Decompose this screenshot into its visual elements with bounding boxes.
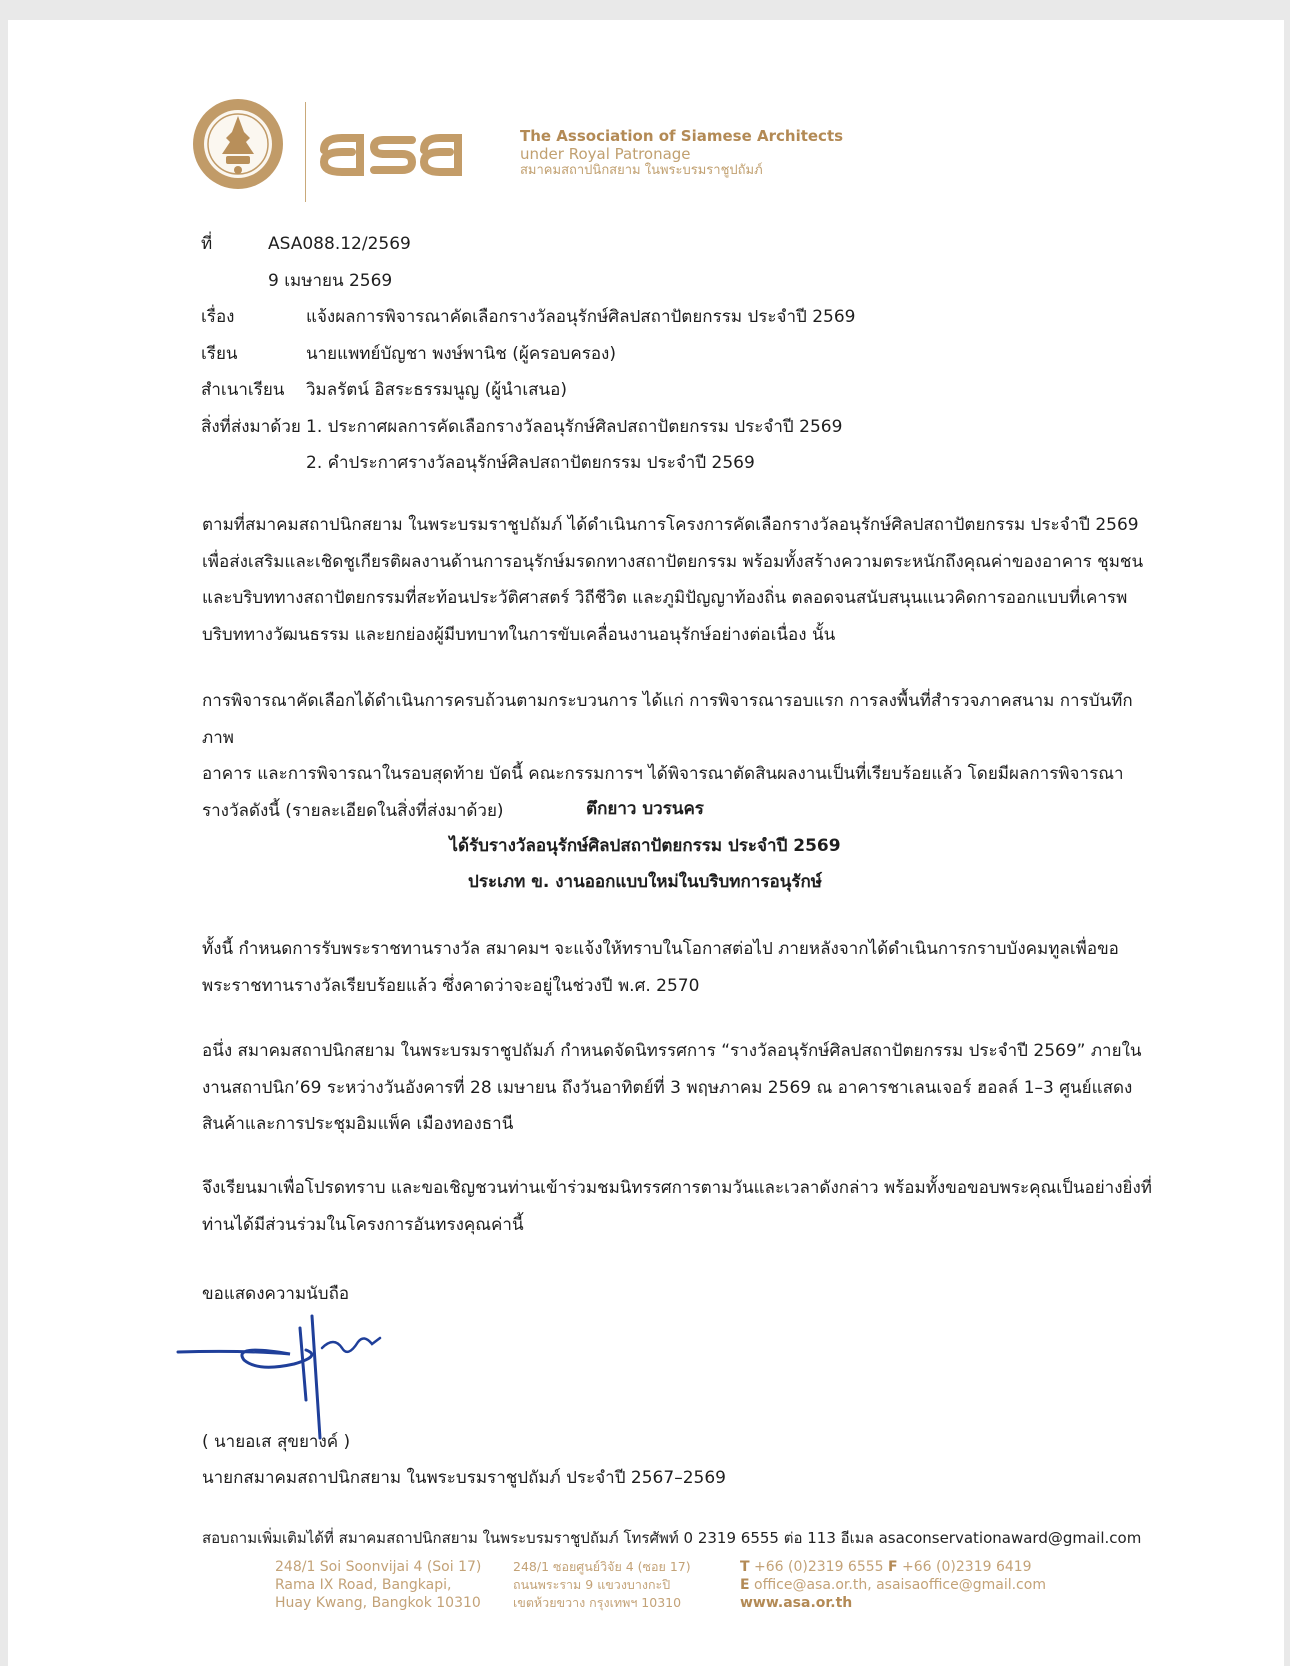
paragraph-line: ตามที่สมาคมสถาปนิกสยาม ในพระบรมราชูปถัมภ์ ได้ดำเนินการโครงการคัดเลือกรางวัลอนุรักษ์ศิลปสถาปัตยกรรม ประจำปี 2569: [202, 515, 1139, 535]
association-name-block: [520, 127, 843, 179]
award-building-name: ตึกยาว บวรนคร: [586, 799, 704, 819]
inquiry-contact-line: สอบถามเพิ่มเติมได้ที่ สมาคมสถาปนิกสยาม ในพระบรมราชูปถัมภ์ โทรศัพท์ 0 2319 6555 ต่อ 113 อีเมล asaconservationaward@gmail.com: [202, 1529, 1142, 1547]
paragraph-line: การพิจารณาคัดเลือกได้ดำเนินการครบถ้วนตามกระบวนการ ได้แก่ การพิจารณารอบแรก การลงพื้นที่สำรวจภาคสนาม การบันทึกภาพ: [202, 691, 1133, 748]
ref-label: ที่: [201, 234, 213, 254]
paragraph-1: [202, 507, 1162, 653]
enclosure-item-1: 1. ประกาศผลการคัดเลือกรางวัลอนุรักษ์ศิลปสถาปัตยกรรม ประจำปี 2569: [306, 416, 843, 437]
enclosure-row: [201, 409, 1101, 446]
address-th: [513, 1558, 691, 1612]
ref-row: [201, 226, 1101, 263]
paragraph-3: [202, 931, 1162, 1004]
paragraph-line: สินค้าและการประชุมอิมแพ็ค เมืองทองธานี: [202, 1114, 514, 1134]
address-en: [275, 1558, 481, 1612]
paragraph-line: และบริบททางสถาปัตยกรรมที่สะท้อนประวัติศาสตร์ วิถีชีวิต และภูมิปัญญาท้องถิ่น ตลอดจนสนับสนุนแนวคิดการออกแบบที่เคารพ: [202, 588, 1128, 608]
email-line: [740, 1576, 1046, 1594]
award-announcement: [0, 791, 1290, 901]
phone-fax-line: [740, 1558, 1046, 1576]
paragraph-line: บริบททางวัฒนธรรม และยกย่องผู้มีบทบาทในการขับเคลื่อนงานอนุรักษ์อย่างต่อเนื่อง นั้น: [202, 624, 836, 645]
signer-block: [202, 1424, 726, 1496]
cc-value: วิมลรัตน์ อิสระธรรมนูญ (ผู้นำเสนอ): [306, 380, 567, 400]
fax-number: +66 (0)2319 6419: [902, 1559, 1032, 1575]
address-line: Rama IX Road, Bangkapi,: [275, 1577, 452, 1593]
cc-row: [201, 372, 1101, 409]
enclosure-label: สิ่งที่ส่งมาด้วย: [201, 416, 301, 437]
address-line: ถนนพระราม 9 แขวงบางกะปิ: [513, 1577, 671, 1592]
paragraph-line: อาคาร และการพิจารณาในรอบสุดท้าย บัดนี้ คณะกรรมการฯ ได้พิจารณาตัดสินผลงานเป็นที่เรียบร้อยแล้ว โดยมีผลการพิจารณา: [202, 764, 1124, 784]
enclosure-row-2: [201, 445, 1101, 482]
website-line: [740, 1594, 1046, 1612]
subject-label: เรื่อง: [201, 307, 235, 327]
website-link[interactable]: www.asa.or.th: [740, 1595, 853, 1611]
ref-number: ASA088.12/2569: [268, 234, 411, 254]
fax-label: F: [888, 1559, 898, 1575]
award-category: ประเภท ข. งานออกแบบใหม่ในบริบทการอนุรักษ์: [468, 872, 822, 892]
tel-label: T: [740, 1559, 750, 1575]
letter-date: 9 เมษายน 2569: [268, 270, 393, 291]
to-row: [201, 336, 1101, 373]
cc-label: สำเนาเรียน: [201, 380, 285, 400]
paragraph-line: ทั้งนี้ กำหนดการรับพระราชทานรางวัล สมาคมฯ จะแจ้งให้ทราบในโอกาสต่อไป ภายหลังจากได้ดำเนินการกราบบังคมทูลเพื่อขอ: [202, 939, 1119, 959]
association-name-th: สมาคมสถาปนิกสยาม ในพระบรมราชูปถัมภ์: [520, 163, 763, 178]
to-value: นายแพทย์บัญชา พงษ์พานิช (ผู้ครอบครอง): [306, 343, 616, 364]
contact-details: [740, 1558, 1046, 1612]
email-label: E: [740, 1577, 750, 1593]
paragraph-line: เพื่อส่งเสริมและเชิดชูเกียรติผลงานด้านการอนุรักษ์มรดกทางสถาปัตยกรรม พร้อมทั้งสร้างความตระหนักถึงคุณค่าของอาคาร ชุมชน: [202, 551, 1144, 572]
asa-wordmark-logo: [320, 120, 465, 180]
header-divider: [305, 102, 306, 202]
paragraph-4: [202, 1033, 1162, 1143]
date-row: [201, 263, 1101, 300]
subject-row: [201, 299, 1101, 336]
to-label: เรียน: [201, 343, 238, 364]
email-address[interactable]: office@asa.or.th, asaisaoffice@gmail.com: [754, 1577, 1046, 1593]
signer-title: นายกสมาคมสถาปนิกสยาม ในพระบรมราชูปถัมภ์ ประจำปี 2567–2569: [202, 1468, 726, 1488]
award-title: ได้รับรางวัลอนุรักษ์ศิลปสถาปัตยกรรม ประจำปี 2569: [449, 835, 841, 856]
signer-name: ( นายอเส สุขยางค์ ): [202, 1432, 351, 1452]
tel-number: +66 (0)2319 6555: [754, 1559, 884, 1575]
enclosure-item-2: 2. คำประกาศรางวัลอนุรักษ์ศิลปสถาปัตยกรรม ประจำปี 2569: [306, 453, 755, 473]
signature-image: [172, 1310, 402, 1440]
closing-regards: ขอแสดงความนับถือ: [202, 1284, 350, 1304]
paragraph-line: ท่านได้มีส่วนร่วมในโครงการอันทรงคุณค่านี้: [202, 1214, 524, 1235]
paragraph-line: อนึ่ง สมาคมสถาปนิกสยาม ในพระบรมราชูปถัมภ์ กำหนดจัดนิทรรศการ “รางวัลอนุรักษ์ศิลปสถาปัตยกรรม ประจำปี 2569” ภายใน: [202, 1041, 1142, 1061]
paragraph-line: จึงเรียนมาเพื่อโปรดทราบ และขอเชิญชวนท่านเข้าร่วมชมนิทรรศการตามวันและเวลาดังกล่าว พร้อมทั้งขอขอบพระคุณเป็นอย่างยิ่งที่: [202, 1178, 1152, 1198]
address-line: 248/1 ซอยศูนย์วิจัย 4 (ซอย 17): [513, 1559, 691, 1574]
association-patronage-en: under Royal Patronage: [520, 145, 691, 163]
address-line: 248/1 Soi Soonvijai 4 (Soi 17): [275, 1559, 482, 1575]
paragraph-line: พระราชทานรางวัลเรียบร้อยแล้ว ซึ่งคาดว่าจะอยู่ในช่วงปี พ.ศ. 2570: [202, 975, 700, 996]
subject-value: แจ้งผลการพิจารณาคัดเลือกรางวัลอนุรักษ์ศิลปสถาปัตยกรรม ประจำปี 2569: [306, 307, 856, 327]
paragraph-line: รางวัลดังนี้ (รายละเอียดในสิ่งที่ส่งมาด้วย): [202, 800, 504, 821]
association-name-en: The Association of Siamese Architects: [520, 127, 844, 145]
address-line: Huay Kwang, Bangkok 10310: [275, 1595, 481, 1611]
letter-meta: [201, 226, 1101, 482]
paragraph-line: งานสถาปนิก’69 ระหว่างวันอังคารที่ 28 เมษายน ถึงวันอาทิตย์ที่ 3 พฤษภาคม 2569 ณ อาคารชาเลนเจอร์ ฮอลล์ 1–3 ศูนย์แสดง: [202, 1077, 1133, 1098]
address-line: เขตห้วยขวาง กรุงเทพฯ 10310: [513, 1595, 682, 1610]
paragraph-5: [202, 1170, 1162, 1243]
asa-seal-logo: [192, 98, 284, 190]
